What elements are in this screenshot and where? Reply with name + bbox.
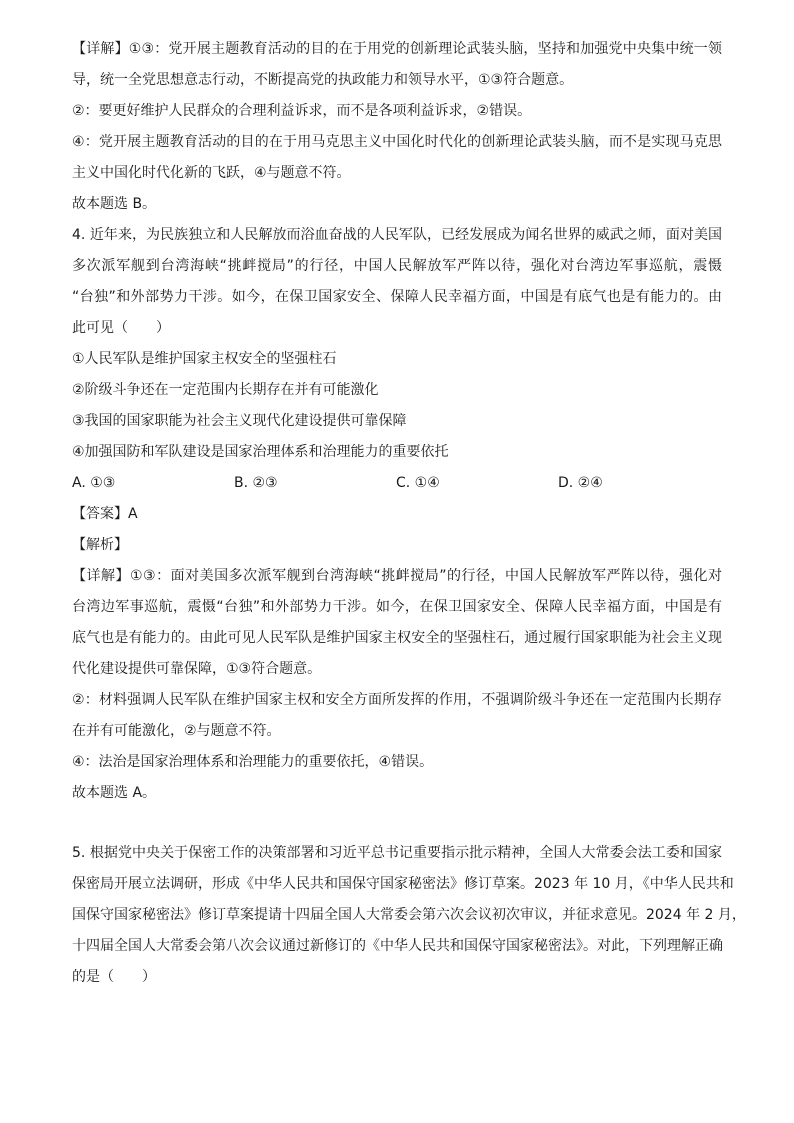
q3-detail-line: 主义中国化时代化新的飞跃，④与题意不符。 — [72, 165, 351, 181]
q4-detail-line: 底气也是有能力的。由此可见人民军队是维护国家主权安全的坚强柱石，通过履行国家职能为社会主义现 — [72, 630, 722, 646]
q4-option-d: D. ②④ — [558, 475, 603, 491]
question-4 — [72, 220, 722, 809]
q4-stem-line: 此可见（ ） — [72, 320, 170, 336]
q3-detail-line: 【详解】①③：党开展主题教育活动的目的在于用党的创新理论武装头脑，坚持和加强党中央集中统一领 — [72, 41, 722, 57]
q4-statement: ③我国的国家职能为社会主义现代化建设提供可靠保障 — [72, 413, 407, 429]
q5-stem-line: 的是（ ） — [72, 969, 156, 985]
q3-detail-line: 导，统一全党思想意志行动，不断提高党的执政能力和领导水平，①③符合题意。 — [72, 72, 574, 88]
q3-conclusion: 故本题选 B。 — [72, 196, 157, 212]
q3-detail-line: ②：要更好维护人民群众的合理利益诉求，而不是各项利益诉求，②错误。 — [72, 103, 532, 119]
q4-statement: ①人民军队是维护国家主权安全的坚强柱石 — [72, 351, 337, 367]
q4-statement: ④加强国防和军队建设是国家治理体系和治理能力的重要依托 — [72, 444, 449, 460]
q4-detail-line: ②：材料强调人民军队在维护国家主权和安全方面所发挥的作用，不强调阶级斗争还在一定范围内长期存 — [72, 692, 722, 708]
q4-option-c: C. ①④ — [396, 475, 440, 491]
q3-detail-block — [72, 34, 722, 220]
q4-option-b: B. ②③ — [234, 475, 278, 491]
q4-detail-line: 台湾边军事巡航，震慑“台独”和外部势力干涉。如今，在保卫国家安全、保障人民幸福方面，中国是有 — [72, 599, 722, 615]
q4-option-a: A. ①③ — [72, 475, 116, 491]
q4-statement: ②阶级斗争还在一定范围内长期存在并有可能激化 — [72, 382, 379, 398]
q4-detail-line: 代化建设提供可靠保障，①③符合题意。 — [72, 661, 322, 677]
q4-conclusion: 故本题选 A。 — [72, 785, 157, 801]
q4-stem-line: 4. 近年来，为民族独立和人民解放而浴血奋战的人民军队，已经发展成为闻名世界的威武之师，面对美国 — [72, 227, 722, 243]
question-5 — [72, 838, 746, 993]
q5-stem-line: 十四届全国人大常委会第八次会议通过新修订的《中华人民共和国保守国家秘密法》。对此，下列理解正确 — [72, 938, 723, 954]
q4-answer: 【答案】A — [72, 506, 138, 522]
q4-detail-line: ④：法治是国家治理体系和治理能力的重要依托，④错误。 — [72, 754, 434, 770]
section-spacer — [72, 809, 722, 838]
q3-detail-line: ④：党开展主题教育活动的目的在于用马克思主义中国化时代化的创新理论武装头脑，而不是实现马克思 — [72, 134, 722, 150]
document-page — [72, 34, 746, 993]
q4-analysis-label: 【解析】 — [72, 537, 128, 553]
q4-stem-line: “台独”和外部势力干涉。如今，在保卫国家安全、保障人民幸福方面，中国是有底气也是有能力的。由 — [72, 289, 722, 305]
q4-options — [72, 468, 722, 499]
q5-stem-line: 5. 根据党中央关于保密工作的决策部署和习近平总书记重要指示批示精神，全国人大常委会法工委和国家 — [72, 845, 722, 861]
q4-stem-line: 多次派军舰到台湾海峡“挑衅搅局”的行径，中国人民解放军严阵以待，强化对台湾边军事巡航，震慑 — [72, 258, 722, 274]
q5-stem-line: 国保守国家秘密法》修订草案提请十四届全国人大常委会第六次会议初次审议，并征求意见。2024 年 2 月， — [72, 907, 746, 923]
q5-stem-line: 保密局开展立法调研，形成《中华人民共和国保守国家秘密法》修订草案。2023 年 10 月，《中华人民共和 — [72, 876, 734, 892]
q4-detail-line: 【详解】①③：面对美国多次派军舰到台湾海峡“挑衅搅局”的行径，中国人民解放军严阵以待，强化对 — [72, 568, 722, 584]
q4-detail-line: 在并有可能激化，②与题意不符。 — [72, 723, 281, 739]
